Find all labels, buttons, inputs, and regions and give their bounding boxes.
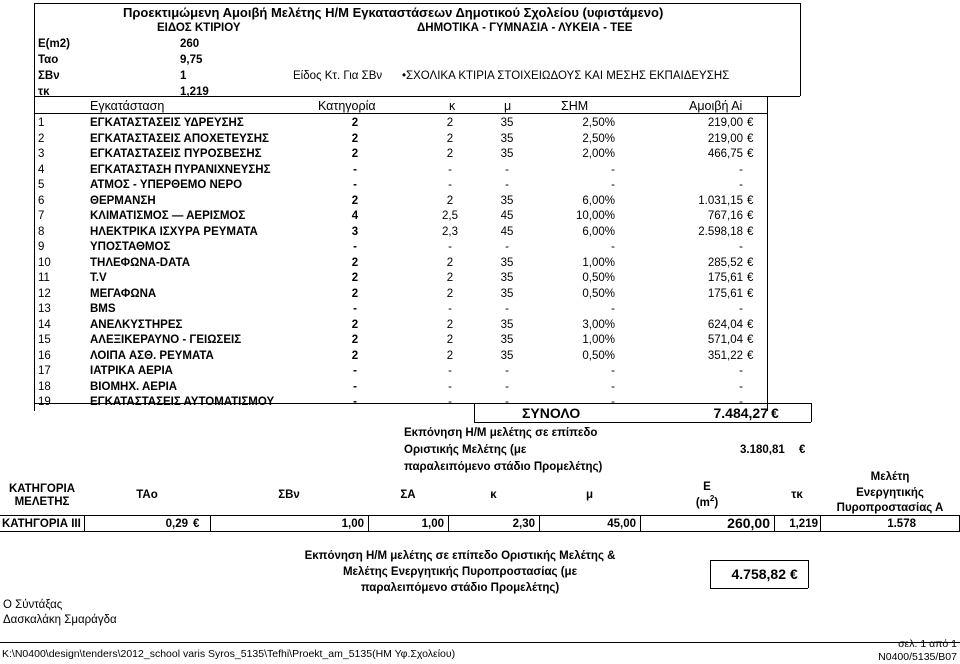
row-k: - [448,365,452,377]
row-m: 45 [500,225,514,238]
footer-file-path: K:\N0400\design\tenders\2012_school varis Syros_5135\Tefhi\Proekt_am_5135(ΗΜ Υφ.Σχολείου) [2,648,456,660]
row-category: 2 [351,287,359,300]
footer-code: N0400/5135/B07 [878,651,957,663]
row-k: 2 [446,334,454,346]
row-fee: - [739,365,743,377]
row-number: 7 [38,210,45,222]
header-category: Κατηγορία [318,99,376,113]
row-m: - [505,241,509,253]
row-fee-euro: € [747,132,754,145]
row-fee-euro: € [747,334,754,346]
row-m: 45 [500,210,514,222]
row-fee: 219,00 [707,117,743,129]
row-installation: T.V [90,272,107,284]
row-installation: ΑΝΕΛΚΥΣΤΗΡΕΣ [90,318,183,331]
row-category: - [353,396,357,408]
row-sim: - [611,163,615,176]
param-value-sbv: 1 [180,70,187,82]
header-installation: Εγκατάσταση [90,99,165,113]
header-m: μ [504,99,512,113]
row-fee-euro: € [747,148,754,160]
row-installation: ΘΕΡΜΑΝΣΗ [90,194,156,207]
row-number: 8 [38,225,45,238]
total-euro: € [771,405,779,421]
row-fee-euro: € [747,349,754,362]
row-k: 2,3 [442,225,458,238]
cat-row-study: 1.578 [887,518,916,530]
discount-line-3: παραλειπόμενο στάδιο Προμελέτης) [404,461,603,473]
row-number: 6 [38,194,45,207]
building-kind-value: •ΣΧΟΛΙΚΑ ΚΤΙΡΙΑ ΣΤΟΙΧΕΙΩΔΟΥΣ ΚΑΙ ΜΕΣΗΣ ΕΚΠΑΙΔΕΥΣΗΣ [402,70,730,82]
row-sim: - [611,396,615,408]
row-number: 5 [38,179,45,191]
row-category: 2 [351,334,359,346]
final-euro: € [790,566,798,582]
row-installation: ΗΛΕΚΤΡΙΚΑ ΙΣΧΥΡΑ ΡΕΥΜΑΤΑ [90,225,258,238]
cat-header-e: Ε [703,481,711,493]
cat-row-m: 45,00 [607,518,636,530]
row-installation: ΛΟΙΠΑ ΑΣΘ. ΡΕΥΜΑΤΑ [90,349,214,362]
row-fee: - [739,380,743,393]
row-m: 35 [500,334,514,346]
cat-header-e-unit: $(m^2)$ [695,494,719,509]
row-m: 35 [500,132,514,145]
cat-row-category: ΚΑΤΗΓΟΡΙΑ ΙΙΙ [2,518,81,530]
discount-line-2: Οριστικής Μελέτης (με [404,444,527,456]
building-type-label: ΕΙΔΟΣ ΚΤΙΡΙΟΥ [157,22,241,34]
row-category: - [353,303,357,315]
row-fee: 624,04 [707,318,743,331]
row-installation: ΜΕΓΑΦΩΝΑ [90,287,157,300]
row-number: 9 [38,241,45,253]
row-category: 2 [351,256,359,269]
building-type-value: ΔΗΜΟΤΙΚΑ - ΓΥΜΝΑΣΙΑ - ΛΥΚΕΙΑ - ΤΕΕ [417,22,633,34]
total-label: ΣΥΝΟΛΟ [522,405,581,421]
row-sim: - [611,365,615,377]
row-installation: ΤΗΛΕΦΩΝΑ-DATA [90,256,191,269]
row-m: - [505,396,509,408]
row-fee: 351,22 [707,349,743,362]
row-m: 35 [500,349,514,362]
row-sim: 3,00% [582,318,615,331]
row-fee: 219,00 [707,132,743,145]
cat-row-sa: 1,00 [421,518,444,530]
row-k: 2 [446,287,454,300]
cat-row-tao-euro: € [193,518,200,530]
row-k: 2 [446,117,454,129]
row-number: 2 [38,132,45,145]
row-category: 2 [351,117,359,129]
row-sim: 2,50% [582,132,615,145]
cat-header-line-1: ΚΑΤΗΓΟΡΙΑ [8,483,75,495]
row-fee-euro: € [747,318,754,331]
row-category: 2 [351,349,359,362]
row-number: 15 [38,334,51,346]
row-installation: ΕΓΚΑΤΑΣΤΑΣΕΙΣ ΠΥΡΟΣΒΕΣΗΣ [90,148,262,160]
final-line-2: Μελέτης Ενεργητικής Πυροπροστασίας (με [342,566,578,578]
row-sim: 1,00% [582,256,615,269]
header-sim: ΣΗΜ [561,99,589,113]
row-fee: 2.598,18 [698,225,743,238]
row-k: 2 [446,318,454,331]
row-fee: 767,16 [707,210,743,222]
row-installation: ΙΑΤΡΙΚΑ ΑΕΡΙΑ [90,365,173,377]
final-line-3: παραλειπόμενο στάδιο Προμελέτης) [360,582,560,594]
cat-header-tk: τκ [791,489,803,501]
cat-header-sa: ΣΑ [400,489,416,501]
cat-row-tao: 0,29 [165,518,188,530]
param-label-sbv: ΣΒν [38,70,60,82]
row-m: 35 [500,256,514,269]
final-value: 4.758,82 [731,566,786,582]
row-number: 3 [38,148,45,160]
row-fee-euro: € [747,287,754,300]
discount-value: 3.180,81 [740,444,785,456]
discount-euro: € [799,444,806,456]
row-sim: 6,00% [582,225,615,238]
row-sim: 6,00% [582,194,615,207]
row-k: - [448,396,452,408]
row-m: - [505,179,509,191]
row-sim: - [611,241,615,253]
row-category: 2 [351,318,359,331]
cat-header-study-3: Πυροπροστασίας Α [836,502,944,514]
cat-row-tk: 1,219 [789,518,818,530]
cat-header-k: κ [490,489,497,501]
row-sim: - [611,303,615,315]
row-category: - [353,163,357,176]
cat-header-sbv: ΣΒν [278,489,300,501]
row-m: - [505,380,509,393]
footer-page: σελ. 1 από 1 [898,638,957,650]
row-m: 35 [500,272,514,284]
row-category: 2 [351,194,359,207]
row-fee: - [739,163,743,176]
row-number: 19 [38,396,51,408]
row-m: - [505,163,509,176]
row-number: 13 [38,303,51,315]
row-sim: - [611,380,615,393]
row-k: - [448,241,452,253]
row-sim: 1,00% [582,334,615,346]
row-m: 35 [500,148,514,160]
row-installation: ΕΓΚΑΤΑΣΤΑΣΗ ΠΥΡΑΝΙΧΝΕΥΣΗΣ [90,163,271,176]
discount-line-1: Εκπόνηση Η/Μ μελέτης σε επίπεδο [404,427,598,439]
row-k: - [448,303,452,315]
row-number: 18 [38,380,51,393]
row-installation: ΥΠΟΣΤΑΘΜΟΣ [90,241,171,253]
row-m: 35 [500,318,514,331]
building-kind-label: Είδος Κτ. Για ΣΒν [293,70,383,82]
row-k: 2 [446,132,454,145]
row-installation: ΕΓΚΑΤΑΣΤΑΣΕΙΣ ΑΠΟΧΕΤΕΥΣΗΣ [90,132,269,145]
row-fee: - [739,179,743,191]
row-installation: ΕΓΚΑΤΑΣΤΑΣΕΙΣ ΑΥΤΟΜΑΤΙΣΜΟΥ [90,396,275,408]
row-number: 14 [38,318,51,331]
author-title: Ο Σύντάξας [3,599,63,611]
row-m: 35 [500,117,514,129]
row-k: 2,5 [442,210,458,222]
row-fee: 175,61 [707,287,743,300]
row-k: 2 [446,256,454,269]
row-number: 16 [38,349,51,362]
row-installation: BMS [90,303,116,315]
param-label-area: Ε(m2) [38,38,70,50]
row-fee-euro: € [747,194,754,207]
row-category: 2 [351,272,359,284]
row-fee-euro: € [747,117,754,129]
row-installation: ΑΤΜΟΣ - ΥΠΕΡΘΕΜΟ ΝΕΡΟ [90,179,243,191]
row-category: 2 [351,132,359,145]
row-number: 12 [38,287,51,300]
row-fee: 175,61 [707,272,743,284]
row-m: - [505,303,509,315]
row-sim: 0,50% [582,287,615,300]
row-installation: ΕΓΚΑΤΑΣΤΑΣΕΙΣ ΥΔΡΕΥΣΗΣ [90,117,244,129]
row-installation: ΚΛΙΜΑΤΙΣΜΟΣ — ΑΕΡΙΣΜΟΣ [90,210,246,222]
cat-header-line-2: ΜΕΛΕΤΗΣ [14,496,70,508]
row-m: 35 [500,194,514,207]
row-k: 2 [446,349,454,362]
row-k: - [448,179,452,191]
final-line-1: Εκπόνηση Η/Μ μελέτης σε επίπεδο Οριστικής Μελέτης & [304,550,616,562]
row-number: 11 [38,272,50,284]
row-fee-euro: € [747,225,754,238]
header-k: κ [449,99,456,113]
row-category: - [353,380,357,393]
row-installation: ΒΙΟΜΗΧ. ΑΕΡΙΑ [90,380,178,393]
row-category: 4 [351,210,359,222]
row-fee-euro: € [747,210,754,222]
cat-header-study-1: Μελέτη [870,471,910,483]
row-fee-euro: € [747,256,754,269]
document-title: Προεκτιμώμενη Αμοιβή Μελέτης Η/Μ Εγκαταστάσεων Δημοτικού Σχολείου (υφιστάμενο) [123,5,664,20]
row-fee: 285,52 [707,256,743,269]
row-m: 35 [500,287,514,300]
row-fee: - [739,241,743,253]
param-value-area: 260 [180,38,200,50]
cat-row-sbv: 1,00 [341,518,364,530]
total-value: 7.484,27 [713,405,768,421]
row-category: - [353,365,357,377]
row-fee: 1.031,15 [698,194,743,207]
row-category: - [353,241,357,253]
param-label-tk: τκ [38,86,50,98]
param-value-tk: 1,219 [180,86,209,98]
row-k: - [448,380,452,393]
row-number: 10 [38,256,51,269]
cat-header-m: μ [585,489,594,501]
row-fee: 466,75 [707,148,743,160]
header-fee: Αμοιβή Αi [689,99,743,113]
row-sim: 0,50% [582,349,615,362]
row-number: 4 [38,163,45,176]
cat-header-study-2: Ενεργητικής [856,487,924,499]
row-sim: 0,50% [582,272,615,284]
row-number: 17 [38,365,51,377]
author-name: Δασκαλάκη Σμαράγδα [3,614,117,626]
param-label-tao: Ταο [38,54,59,66]
param-value-tao: 9,75 [180,54,203,66]
row-k: 2 [446,272,454,284]
row-fee: 571,04 [707,334,743,346]
row-fee: - [739,396,743,408]
row-installation: ΑΛΕΞΙΚΕΡΑΥΝΟ - ΓΕΙΩΣΕΙΣ [90,334,242,346]
row-fee: - [739,303,743,315]
row-number: 1 [38,117,45,129]
cat-row-k: 2,30 [512,518,535,530]
cat-header-tao: ΤΑο [136,489,158,501]
row-sim: 2,00% [582,148,615,160]
row-category: 3 [351,225,359,238]
row-k: - [448,163,452,176]
row-fee-euro: € [747,272,754,284]
row-k: 2 [446,194,454,207]
row-k: 2 [446,148,454,160]
row-sim: - [611,179,615,191]
row-sim: 2,50% [582,117,615,129]
row-m: - [505,365,509,377]
row-sim: 10,00% [575,210,615,222]
row-category: 2 [351,148,359,160]
row-category: - [353,179,357,191]
cat-row-e: 260,00 [727,515,770,531]
